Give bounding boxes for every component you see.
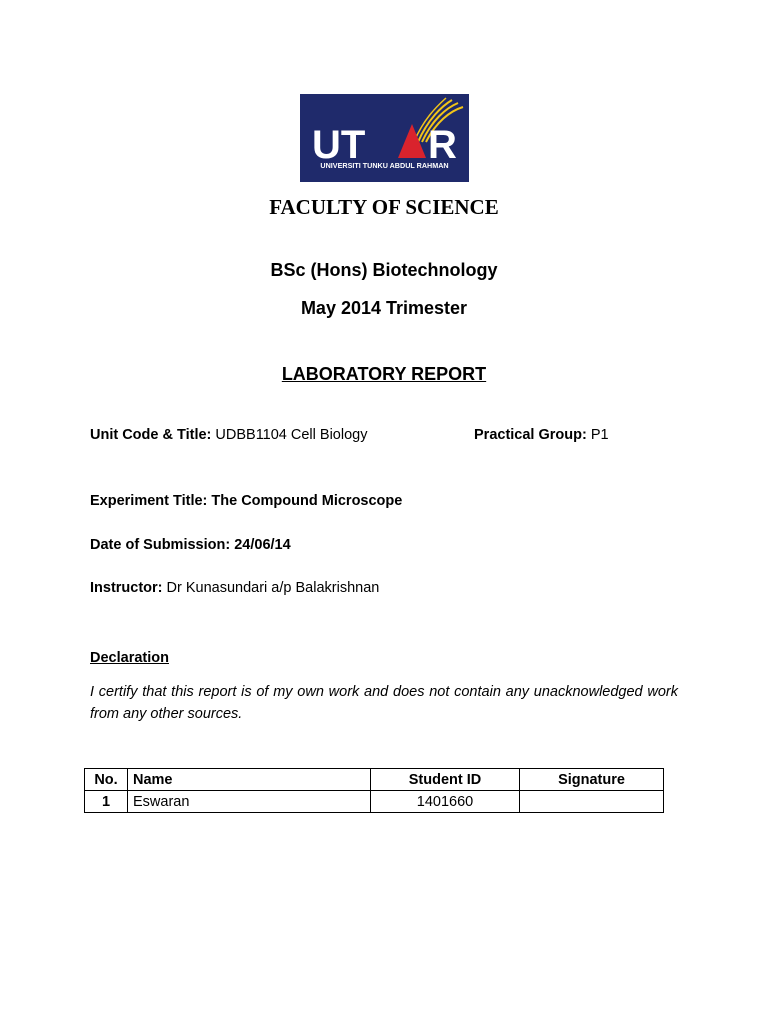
- unit-label: Unit Code & Title:: [90, 427, 212, 443]
- student-table: [84, 768, 664, 813]
- instructor-label: Instructor:: [90, 580, 163, 596]
- declaration-text: I certify that this report is of my own work and does not contain any unacknowledged work from any other sources.: [90, 684, 678, 722]
- col-header-signature: Signature: [520, 769, 664, 791]
- submission-value: 24/06/14: [234, 537, 291, 553]
- group-value: P1: [590, 427, 609, 443]
- faculty-title: FACULTY OF SCIENCE: [269, 195, 499, 219]
- trimester-title: May 2014 Trimester: [300, 298, 468, 318]
- instructor-row: [90, 580, 379, 596]
- practical-group-row: [474, 427, 609, 443]
- experiment-label: Experiment Title:: [90, 493, 208, 509]
- utar-logo: [300, 94, 469, 182]
- experiment-value: The Compound Microscope: [211, 493, 403, 509]
- table-header-row: [85, 769, 664, 791]
- instructor-value: Dr Kunasundari a/p Balakrishnan: [166, 580, 380, 596]
- report-title: LABORATORY REPORT: [281, 364, 487, 384]
- logo-subtitle: UNIVERSITI TUNKU ABDUL RAHMAN: [320, 161, 449, 170]
- logo-wordmark-r: R: [428, 123, 457, 167]
- submission-label: Date of Submission:: [90, 537, 231, 553]
- col-header-no: No.: [85, 769, 128, 791]
- col-header-name: Name: [128, 769, 371, 791]
- logo-wordmark-ut: UT: [312, 123, 366, 167]
- unit-code-row: [90, 427, 367, 443]
- submission-row: [90, 537, 291, 553]
- programme-title: BSc (Hons) Biotechnology: [270, 260, 498, 280]
- cell-name: Eswaran: [128, 791, 371, 813]
- unit-value: UDBB1104 Cell Biology: [215, 427, 368, 443]
- experiment-row: [90, 493, 402, 509]
- group-label: Practical Group:: [474, 427, 587, 443]
- declaration-heading: Declaration: [90, 650, 169, 666]
- cell-no: 1: [85, 791, 128, 813]
- col-header-student-id: Student ID: [371, 769, 520, 791]
- cell-student-id: 1401660: [371, 791, 520, 813]
- table-row: [85, 791, 664, 813]
- cell-signature: [520, 791, 664, 813]
